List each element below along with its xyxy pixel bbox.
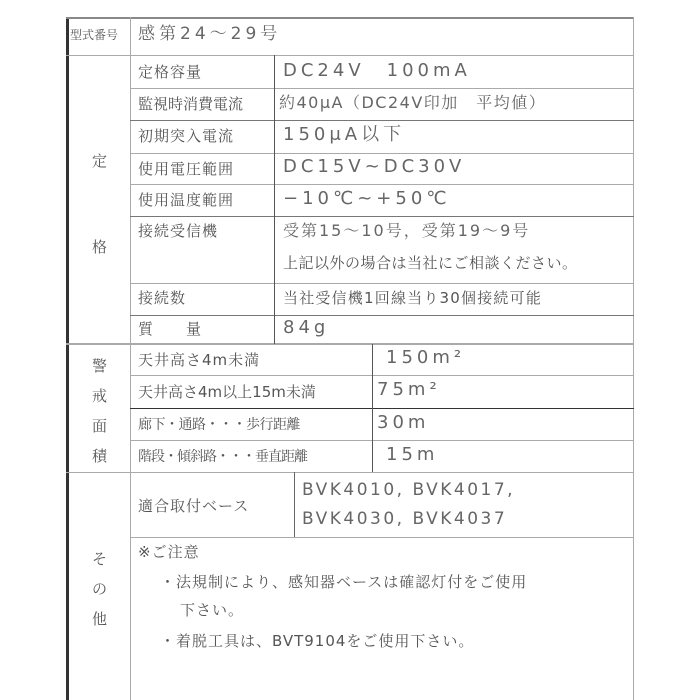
col-divider — [274, 55, 275, 344]
base-value: BVK4030, BVK4037 — [302, 509, 508, 529]
rating-value: 約40μA（DC24V印加 平均値） — [279, 93, 547, 112]
rating-label: 使用温度範囲 — [138, 191, 235, 209]
base-value: BVK4010, BVK4017, — [302, 480, 516, 500]
other-group-char: 他 — [92, 610, 108, 628]
area-value: 30m — [377, 412, 430, 433]
row-line — [66, 55, 634, 56]
area-group-char: 積 — [92, 447, 108, 465]
note-line: ・着脱工具は、BVT9104をご使用下さい。 — [160, 632, 475, 650]
area-value: 150m² — [386, 347, 466, 368]
note-title: ※ご注意 — [138, 543, 200, 561]
area-label: 天井高さ4m未満 — [138, 351, 261, 369]
area-value: 75m² — [377, 379, 441, 400]
note-line: 下さい。 — [180, 601, 245, 619]
rating-value: 当社受信機1回線当り30個接続可能 — [283, 289, 543, 307]
row-line — [130, 283, 634, 284]
rating-label: 初期突入電流 — [138, 127, 235, 145]
area-label: 階段・傾斜路・・・垂直距離 — [138, 449, 307, 465]
col-divider — [294, 472, 295, 537]
rating-value: 150μA以下 — [283, 124, 406, 145]
row-line — [66, 343, 634, 345]
rating-value-note: 上記以外の場合は当社にご相談ください。 — [283, 254, 578, 272]
rating-value: DC15V~DC30V — [283, 156, 466, 177]
area-label: 天井高さ4m以上15m未満 — [138, 383, 316, 401]
rating-label: 接続受信機 — [138, 222, 219, 240]
base-label: 適合取付ベース — [138, 497, 250, 515]
rating-label: 定格容量 — [138, 63, 203, 81]
rating-value: 受第15～10号，受第19～9号 — [283, 221, 531, 240]
row-line — [130, 315, 634, 316]
area-label: 廊下・通路・・・歩行距離 — [138, 417, 300, 433]
row-line — [130, 537, 634, 538]
other-group-char: そ — [92, 550, 108, 568]
table-left-border — [66, 17, 69, 700]
rating-label: 使用電圧範囲 — [138, 160, 235, 178]
rating-value: −10℃~+50℃ — [283, 188, 451, 209]
row-line — [66, 472, 634, 473]
model-label: 型式番号 — [70, 28, 119, 42]
other-group-char: の — [92, 580, 108, 598]
table-top-border — [66, 17, 634, 19]
row-line — [130, 88, 634, 89]
model-value: 感第24～29号 — [138, 24, 282, 44]
row-line — [130, 184, 634, 185]
rating-value: 84g — [283, 317, 330, 338]
rating-label: 接続数 — [138, 289, 187, 307]
area-value: 15m — [386, 444, 439, 465]
rating-group-char: 格 — [92, 238, 108, 256]
area-group-char: 面 — [92, 417, 108, 435]
row-line — [130, 408, 634, 409]
row-line — [130, 440, 634, 441]
rating-label: 監視時消費電流 — [138, 95, 244, 113]
col-divider — [372, 344, 373, 472]
row-line — [130, 216, 634, 217]
rating-label: 質 量 — [138, 320, 203, 338]
area-group-char: 戒 — [92, 387, 108, 405]
rating-group-char: 定 — [92, 152, 108, 170]
row-line — [130, 120, 634, 121]
area-group-char: 警 — [92, 357, 108, 375]
row-line — [130, 153, 634, 154]
row-line — [130, 375, 634, 376]
note-line: ・法規制により、感知器ベースは確認灯付をご使用 — [160, 573, 528, 591]
rating-value: DC24V 100mA — [283, 60, 471, 81]
